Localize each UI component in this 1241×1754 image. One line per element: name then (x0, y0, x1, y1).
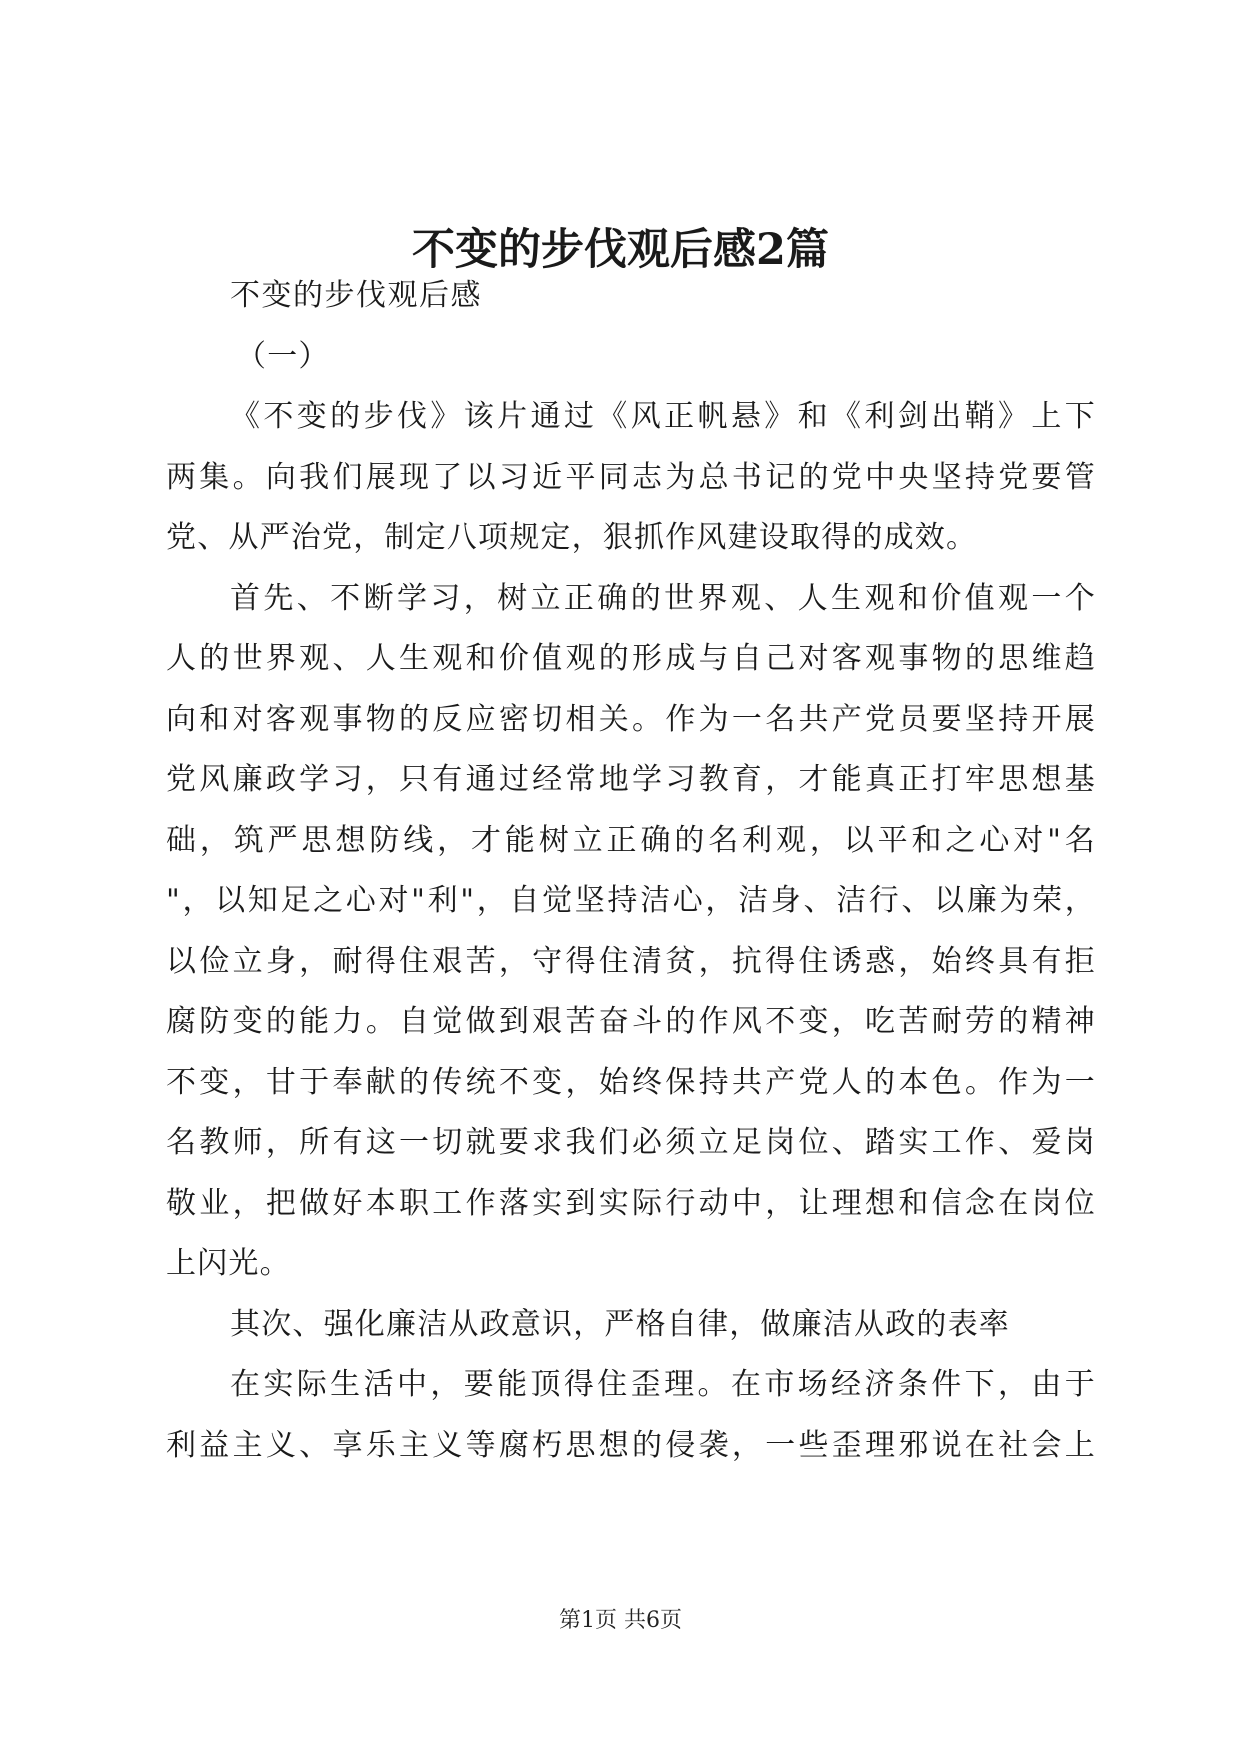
document-title: 不变的步伐观后感2篇 (412, 225, 829, 275)
paragraph-line: 不变，甘于奉献的传统不变，始终保持共产党人的本色。作为一 (166, 1064, 1096, 1100)
section-subtitle: 不变的步伐观后感 (230, 278, 482, 313)
page-footer: 第1页 共6页 (559, 1608, 682, 1633)
paragraph-line: 两集。向我们展现了以习近平同志为总书记的党中央坚持党要管 (166, 459, 1096, 495)
paragraph-line: 上闪光。 (166, 1246, 291, 1281)
paragraph-line: 利益主义、享乐主义等腐朽思想的侵袭，一些歪理邪说在社会上 (166, 1427, 1096, 1463)
paragraph-line: 其次、强化廉洁从政意识，严格自律，做廉洁从政的表率 (230, 1306, 1010, 1342)
paragraph-line: 腐防变的能力。自觉做到艰苦奋斗的作风不变，吃苦耐劳的精神 (166, 1004, 1096, 1039)
paragraph-line: 敬业，把做好本职工作落实到实际行动中，让理想和信念在岗位 (166, 1185, 1096, 1221)
paragraph-line: 础，筑严思想防线，才能树立正确的名利观，以平和之心对"名 (166, 822, 1096, 858)
section-number: （一） (236, 338, 330, 374)
paragraph-line: 向和对客观事物的反应密切相关。作为一名共产党员要坚持开展 (166, 701, 1096, 737)
paragraph-line: 人的世界观、人生观和价值观的形成与自己对客观事物的思维趋 (166, 641, 1096, 676)
paragraph-line: 党风廉政学习，只有通过经常地学习教育，才能真正打牢思想基 (166, 762, 1096, 797)
paragraph-line: 以俭立身，耐得住艰苦，守得住清贫，抗得住诱惑，始终具有拒 (166, 943, 1096, 979)
paragraph-line: 在实际生活中，要能顶得住歪理。在市场经济条件下，由于 (230, 1367, 1096, 1402)
paragraph-line: 《不变的步伐》该片通过《风正帆悬》和《利剑出鞘》上下 (230, 399, 1096, 434)
paragraph-line: 党、从严治党，制定八项规定，狠抓作风建设取得的成效。 (166, 520, 978, 555)
paragraph-line: 名教师，所有这一切就要求我们必须立足岗位、踏实工作、爱岗 (166, 1125, 1096, 1160)
paragraph-line: 首先、不断学习，树立正确的世界观、人生观和价值观一个 (230, 580, 1096, 616)
paragraph-line: "，以知足之心对"利"，自觉坚持洁心，洁身、洁行、以廉为荣， (166, 883, 1096, 918)
document-body (166, 266, 1096, 1476)
